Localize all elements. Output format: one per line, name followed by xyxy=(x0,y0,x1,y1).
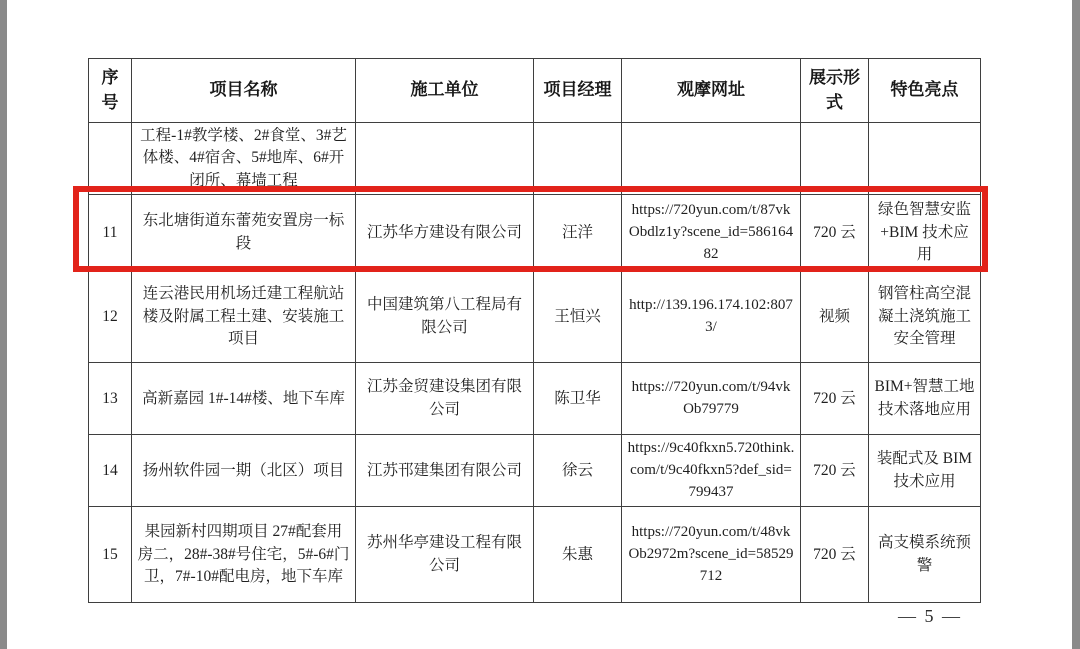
cell-project-name: 果园新村四期项目 27#配套用房二，28#-38#号住宅，5#-6#门卫，7#-10#配电房，地下车库 xyxy=(132,507,356,603)
cell-no: 12 xyxy=(89,271,132,363)
cell-no: 13 xyxy=(89,363,132,435)
table-row xyxy=(89,507,981,603)
header-format: 展示形式 xyxy=(801,59,869,123)
cell-url: https://720yun.com/t/94vkOb79779 xyxy=(622,363,801,435)
table-row xyxy=(89,271,981,363)
cell-manager: 徐云 xyxy=(534,435,622,507)
cell-highlight: BIM+智慧工地技术落地应用 xyxy=(869,363,981,435)
header-url: 观摩网址 xyxy=(622,59,801,123)
cell-format: 720 云 xyxy=(801,435,869,507)
table-row xyxy=(89,435,981,507)
header-manager: 项目经理 xyxy=(534,59,622,123)
cell-contractor: 中国建筑第八工程局有限公司 xyxy=(356,271,534,363)
cell-contractor: 苏州华亭建设工程有限公司 xyxy=(356,507,534,603)
cell-url: https://9c40fkxn5.720think.com/t/9c40fkxn5?def_sid=799437 xyxy=(622,435,801,507)
cell-no xyxy=(89,123,132,195)
cell-contractor xyxy=(356,123,534,195)
cell-highlight xyxy=(869,123,981,195)
cell-contractor: 江苏华方建设有限公司 xyxy=(356,195,534,271)
cell-manager: 陈卫华 xyxy=(534,363,622,435)
cell-manager: 汪洋 xyxy=(534,195,622,271)
cell-highlight: 装配式及 BIM 技术应用 xyxy=(869,435,981,507)
cell-manager xyxy=(534,123,622,195)
cell-format: 视频 xyxy=(801,271,869,363)
cell-contractor: 江苏邗建集团有限公司 xyxy=(356,435,534,507)
cell-contractor: 江苏金贸建设集团有限公司 xyxy=(356,363,534,435)
cell-url xyxy=(622,123,801,195)
cell-project-name: 东北塘街道东蕾苑安置房一标段 xyxy=(132,195,356,271)
table-header-row xyxy=(89,59,981,123)
cell-format: 720 云 xyxy=(801,363,869,435)
cell-url: http://139.196.174.102:8073/ xyxy=(622,271,801,363)
cell-format xyxy=(801,123,869,195)
cell-project-name: 扬州软件园一期（北区）项目 xyxy=(132,435,356,507)
cell-url: https://720yun.com/t/48vkOb2972m?scene_id=58529712 xyxy=(622,507,801,603)
viewer-left-margin xyxy=(0,0,7,649)
table-row xyxy=(89,363,981,435)
cell-highlight: 钢管柱高空混凝土浇筑施工安全管理 xyxy=(869,271,981,363)
header-contractor: 施工单位 xyxy=(356,59,534,123)
viewer-right-margin xyxy=(1072,0,1080,649)
cell-highlight: 高支模系统预警 xyxy=(869,507,981,603)
cell-no: 11 xyxy=(89,195,132,271)
header-project-name: 项目名称 xyxy=(132,59,356,123)
cell-project-name: 连云港民用机场迁建工程航站楼及附属工程土建、安装施工项目 xyxy=(132,271,356,363)
page-number: — 5 — xyxy=(898,606,962,626)
cell-format: 720 云 xyxy=(801,507,869,603)
cell-manager: 朱惠 xyxy=(534,507,622,603)
cell-manager: 王恒兴 xyxy=(534,271,622,363)
table-row-continuation xyxy=(89,123,981,195)
header-no: 序号 xyxy=(89,59,132,123)
cell-project-name: 工程-1#教学楼、2#食堂、3#艺体楼、4#宿舍、5#地库、6#开闭所、幕墙工程 xyxy=(132,123,356,195)
cell-no: 14 xyxy=(89,435,132,507)
project-table xyxy=(88,58,981,603)
cell-highlight: 绿色智慧安监+BIM 技术应用 xyxy=(869,195,981,271)
cell-url: https://720yun.com/t/87vkObdlz1y?scene_id=58616482 xyxy=(622,195,801,271)
cell-format: 720 云 xyxy=(801,195,869,271)
cell-no: 15 xyxy=(89,507,132,603)
header-highlight: 特色亮点 xyxy=(869,59,981,123)
table-row xyxy=(89,195,981,271)
cell-project-name: 高新嘉园 1#-14#楼、地下车库 xyxy=(132,363,356,435)
